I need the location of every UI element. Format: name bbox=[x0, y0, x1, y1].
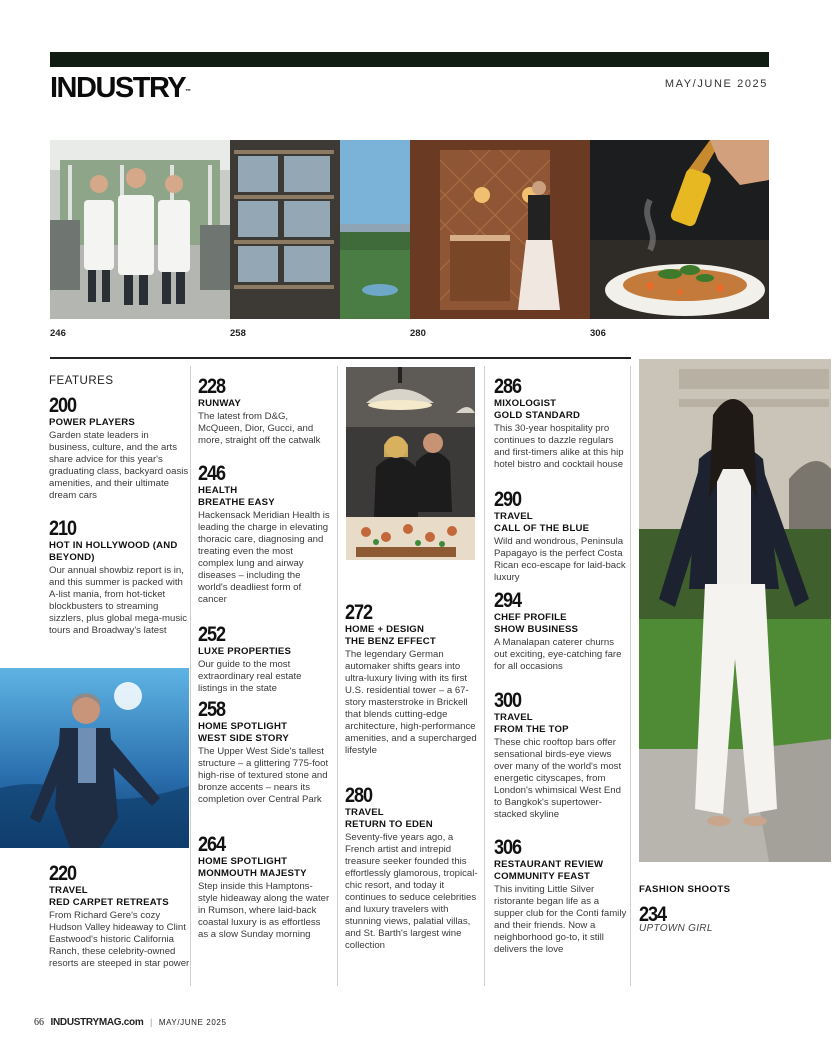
page-number: 246 bbox=[198, 462, 226, 485]
feature-entry[interactable] bbox=[494, 376, 628, 471]
feature-kicker: TRAVEL bbox=[345, 807, 384, 818]
feature-entry[interactable] bbox=[198, 376, 330, 447]
footer-page-number: 66 bbox=[34, 1017, 44, 1028]
photo-page-number: 258 bbox=[230, 328, 246, 339]
feature-description: Our guide to the most extraordinary real estate listings in the state bbox=[198, 659, 302, 694]
feature-entry[interactable] bbox=[198, 463, 330, 606]
feature-description: The legendary German automaker shifts gears into ultra-luxury living with its first U.S. residential tower – a 67-story masterstroke in Brickell that blends cutting-edge architecture, high-performance amenities, and a supercharged lifestyle bbox=[345, 649, 477, 756]
feature-title: HOT IN HOLLYWOOD (AND BEYOND) bbox=[49, 540, 178, 563]
top-bar bbox=[50, 52, 769, 67]
feature-title: RETURN TO EDEN bbox=[345, 819, 433, 830]
feature-title: RED CARPET RETREATS bbox=[49, 897, 169, 908]
section-rule bbox=[50, 357, 631, 359]
feature-entry[interactable] bbox=[345, 785, 479, 952]
page-number: 294 bbox=[494, 589, 522, 612]
page-number: 264 bbox=[198, 833, 226, 856]
feature-description: The latest from D&G, McQueen, Dior, Gucci, and more, straight off the catwalk bbox=[198, 411, 321, 446]
photo-resort-room bbox=[410, 140, 590, 319]
page-number: 228 bbox=[198, 375, 226, 398]
feature-description: From Richard Gere's cozy Hudson Valley hideaway to Clint Eastwood's historic California Ranch, these celebrity-owned resorts are steeped in star power bbox=[49, 910, 190, 969]
feature-kicker: HOME + DESIGN bbox=[345, 624, 425, 635]
column-divider bbox=[337, 366, 338, 986]
feature-entry[interactable] bbox=[494, 590, 628, 673]
feature-entry[interactable] bbox=[198, 834, 330, 941]
page-number: 252 bbox=[198, 623, 226, 646]
footer-date: MAY/JUNE 2025 bbox=[158, 1018, 227, 1027]
photo-tower-park bbox=[230, 140, 410, 319]
feature-entry[interactable] bbox=[198, 624, 330, 695]
features-heading: FEATURES bbox=[49, 375, 114, 387]
page-number: 286 bbox=[494, 375, 522, 398]
photo-fashion-model bbox=[639, 359, 831, 862]
feature-description: The Upper West Side's tallest structure – a glittering 775-foot high-rise of textured stone and bronze accents – nears its completion over Central Park bbox=[198, 746, 329, 805]
page-number: 306 bbox=[494, 836, 522, 859]
feature-kicker: RESTAURANT REVIEW bbox=[494, 859, 604, 870]
feature-title: BREATHE EASY bbox=[198, 497, 275, 508]
page-footer bbox=[34, 1017, 227, 1028]
page-number: 210 bbox=[49, 517, 77, 540]
feature-title: GOLD STANDARD bbox=[494, 410, 581, 421]
feature-kicker: TRAVEL bbox=[49, 885, 88, 896]
column-divider bbox=[630, 366, 631, 986]
page-number: 300 bbox=[494, 689, 522, 712]
fashion-heading: FASHION SHOOTS bbox=[639, 884, 731, 895]
page-number: 280 bbox=[345, 784, 373, 807]
feature-title: POWER PLAYERS bbox=[49, 417, 135, 428]
feature-title: MONMOUTH MAJESTY bbox=[198, 868, 307, 879]
feature-entry[interactable] bbox=[49, 395, 191, 502]
feature-title: SHOW BUSINESS bbox=[494, 624, 579, 635]
feature-entry[interactable] bbox=[49, 518, 191, 637]
photo-pasta-dish bbox=[590, 140, 769, 319]
feature-title: WEST SIDE STORY bbox=[198, 733, 289, 744]
page-number: 220 bbox=[49, 862, 77, 885]
feature-description: Hackensack Meridian Health is leading the charge in elevating thoracic care, diagnosing and treating even the most complex lung and airway diseases – including the world's deadliest form of cancer bbox=[198, 510, 330, 605]
feature-description: Our annual showbiz report is in, and this summer is packed with A-list mania, from hot-ticket blockbusters to streaming sizzlers, plus global mega-music tours and Broadway's latest bbox=[49, 565, 188, 636]
fashion-page-number: 234 bbox=[639, 903, 667, 926]
feature-title: LUXE PROPERTIES bbox=[198, 646, 292, 657]
feature-description: These chic rooftop bars offer sensational birds-eye views over many of the world's most energetic cityscapes, from London's whimsical West End to Bangkok's supertower-stacked skyline bbox=[494, 737, 622, 820]
page-number: 258 bbox=[198, 698, 226, 721]
fashion-title[interactable]: UPTOWN GIRL bbox=[639, 923, 713, 934]
photo-chefs bbox=[346, 367, 475, 560]
feature-description: Seventy-five years ago, a French artist and intrepid treasure seeker founded this effortlessly glamorous, tropical-chic resort, and today it continues to seduce celebrities and luxury travelers with stunning views, palatial villas, and St. Barth's largest wine collection bbox=[345, 832, 478, 951]
feature-kicker: TRAVEL bbox=[494, 511, 533, 522]
feature-description: Step inside this Hamptons-style hideaway along the water in Rumson, where laid-back coastal luxury is as effortless as a slow Sunday morning bbox=[198, 881, 330, 940]
magazine-logo: INDUSTRY™ bbox=[50, 72, 192, 104]
feature-kicker: HEALTH bbox=[198, 485, 238, 496]
photo-page-number: 306 bbox=[590, 328, 606, 339]
feature-entry[interactable] bbox=[49, 863, 191, 970]
photo-actor-ocean bbox=[0, 668, 189, 848]
footer-separator: | bbox=[149, 1017, 153, 1027]
footer-site[interactable]: INDUSTRYMAG.com bbox=[50, 1017, 144, 1028]
feature-description: This inviting Little Silver ristorante began life as a supper club for the Conti family and their friends. Now a neighborhood go-to, it still delivers the love bbox=[494, 884, 627, 955]
photo-page-number: 246 bbox=[50, 328, 66, 339]
feature-title: RUNWAY bbox=[198, 398, 241, 409]
feature-entry[interactable] bbox=[494, 690, 628, 821]
page-number: 272 bbox=[345, 601, 373, 624]
page-number: 290 bbox=[494, 488, 522, 511]
feature-description: A Manalapan caterer churns out exciting, eye-catching fare for all occasions bbox=[494, 637, 622, 672]
issue-date: MAY/JUNE 2025 bbox=[664, 78, 768, 90]
feature-title: FROM THE TOP bbox=[494, 724, 569, 735]
photo-page-number: 280 bbox=[410, 328, 426, 339]
feature-title: CALL OF THE BLUE bbox=[494, 523, 590, 534]
feature-kicker: TRAVEL bbox=[494, 712, 533, 723]
feature-kicker: CHEF PROFILE bbox=[494, 612, 567, 623]
feature-description: Garden state leaders in business, culture, and the arts share advice for this year's graduating class, backyard oasis amenities, and their ultimate dream cars bbox=[49, 430, 189, 501]
feature-title: THE BENZ EFFECT bbox=[345, 636, 436, 647]
feature-description: This 30-year hospitality pro continues to dazzle regulars and first-timers alike at this hip hotel bistro and cocktail house bbox=[494, 423, 624, 470]
feature-entry[interactable] bbox=[198, 699, 330, 806]
feature-description: Wild and wondrous, Peninsula Papagayo is the perfect Costa Rican eco-escape for laid-back luxury bbox=[494, 536, 626, 583]
page-number: 200 bbox=[49, 394, 77, 417]
column-divider bbox=[484, 366, 485, 986]
feature-title: COMMUNITY FEAST bbox=[494, 871, 591, 882]
feature-kicker: HOME SPOTLIGHT bbox=[198, 856, 288, 867]
photo-doctors bbox=[50, 140, 230, 319]
feature-kicker: MIXOLOGIST bbox=[494, 398, 557, 409]
feature-entry[interactable] bbox=[494, 837, 628, 956]
feature-entry[interactable] bbox=[494, 489, 628, 584]
feature-kicker: HOME SPOTLIGHT bbox=[198, 721, 288, 732]
feature-entry[interactable] bbox=[345, 602, 479, 757]
